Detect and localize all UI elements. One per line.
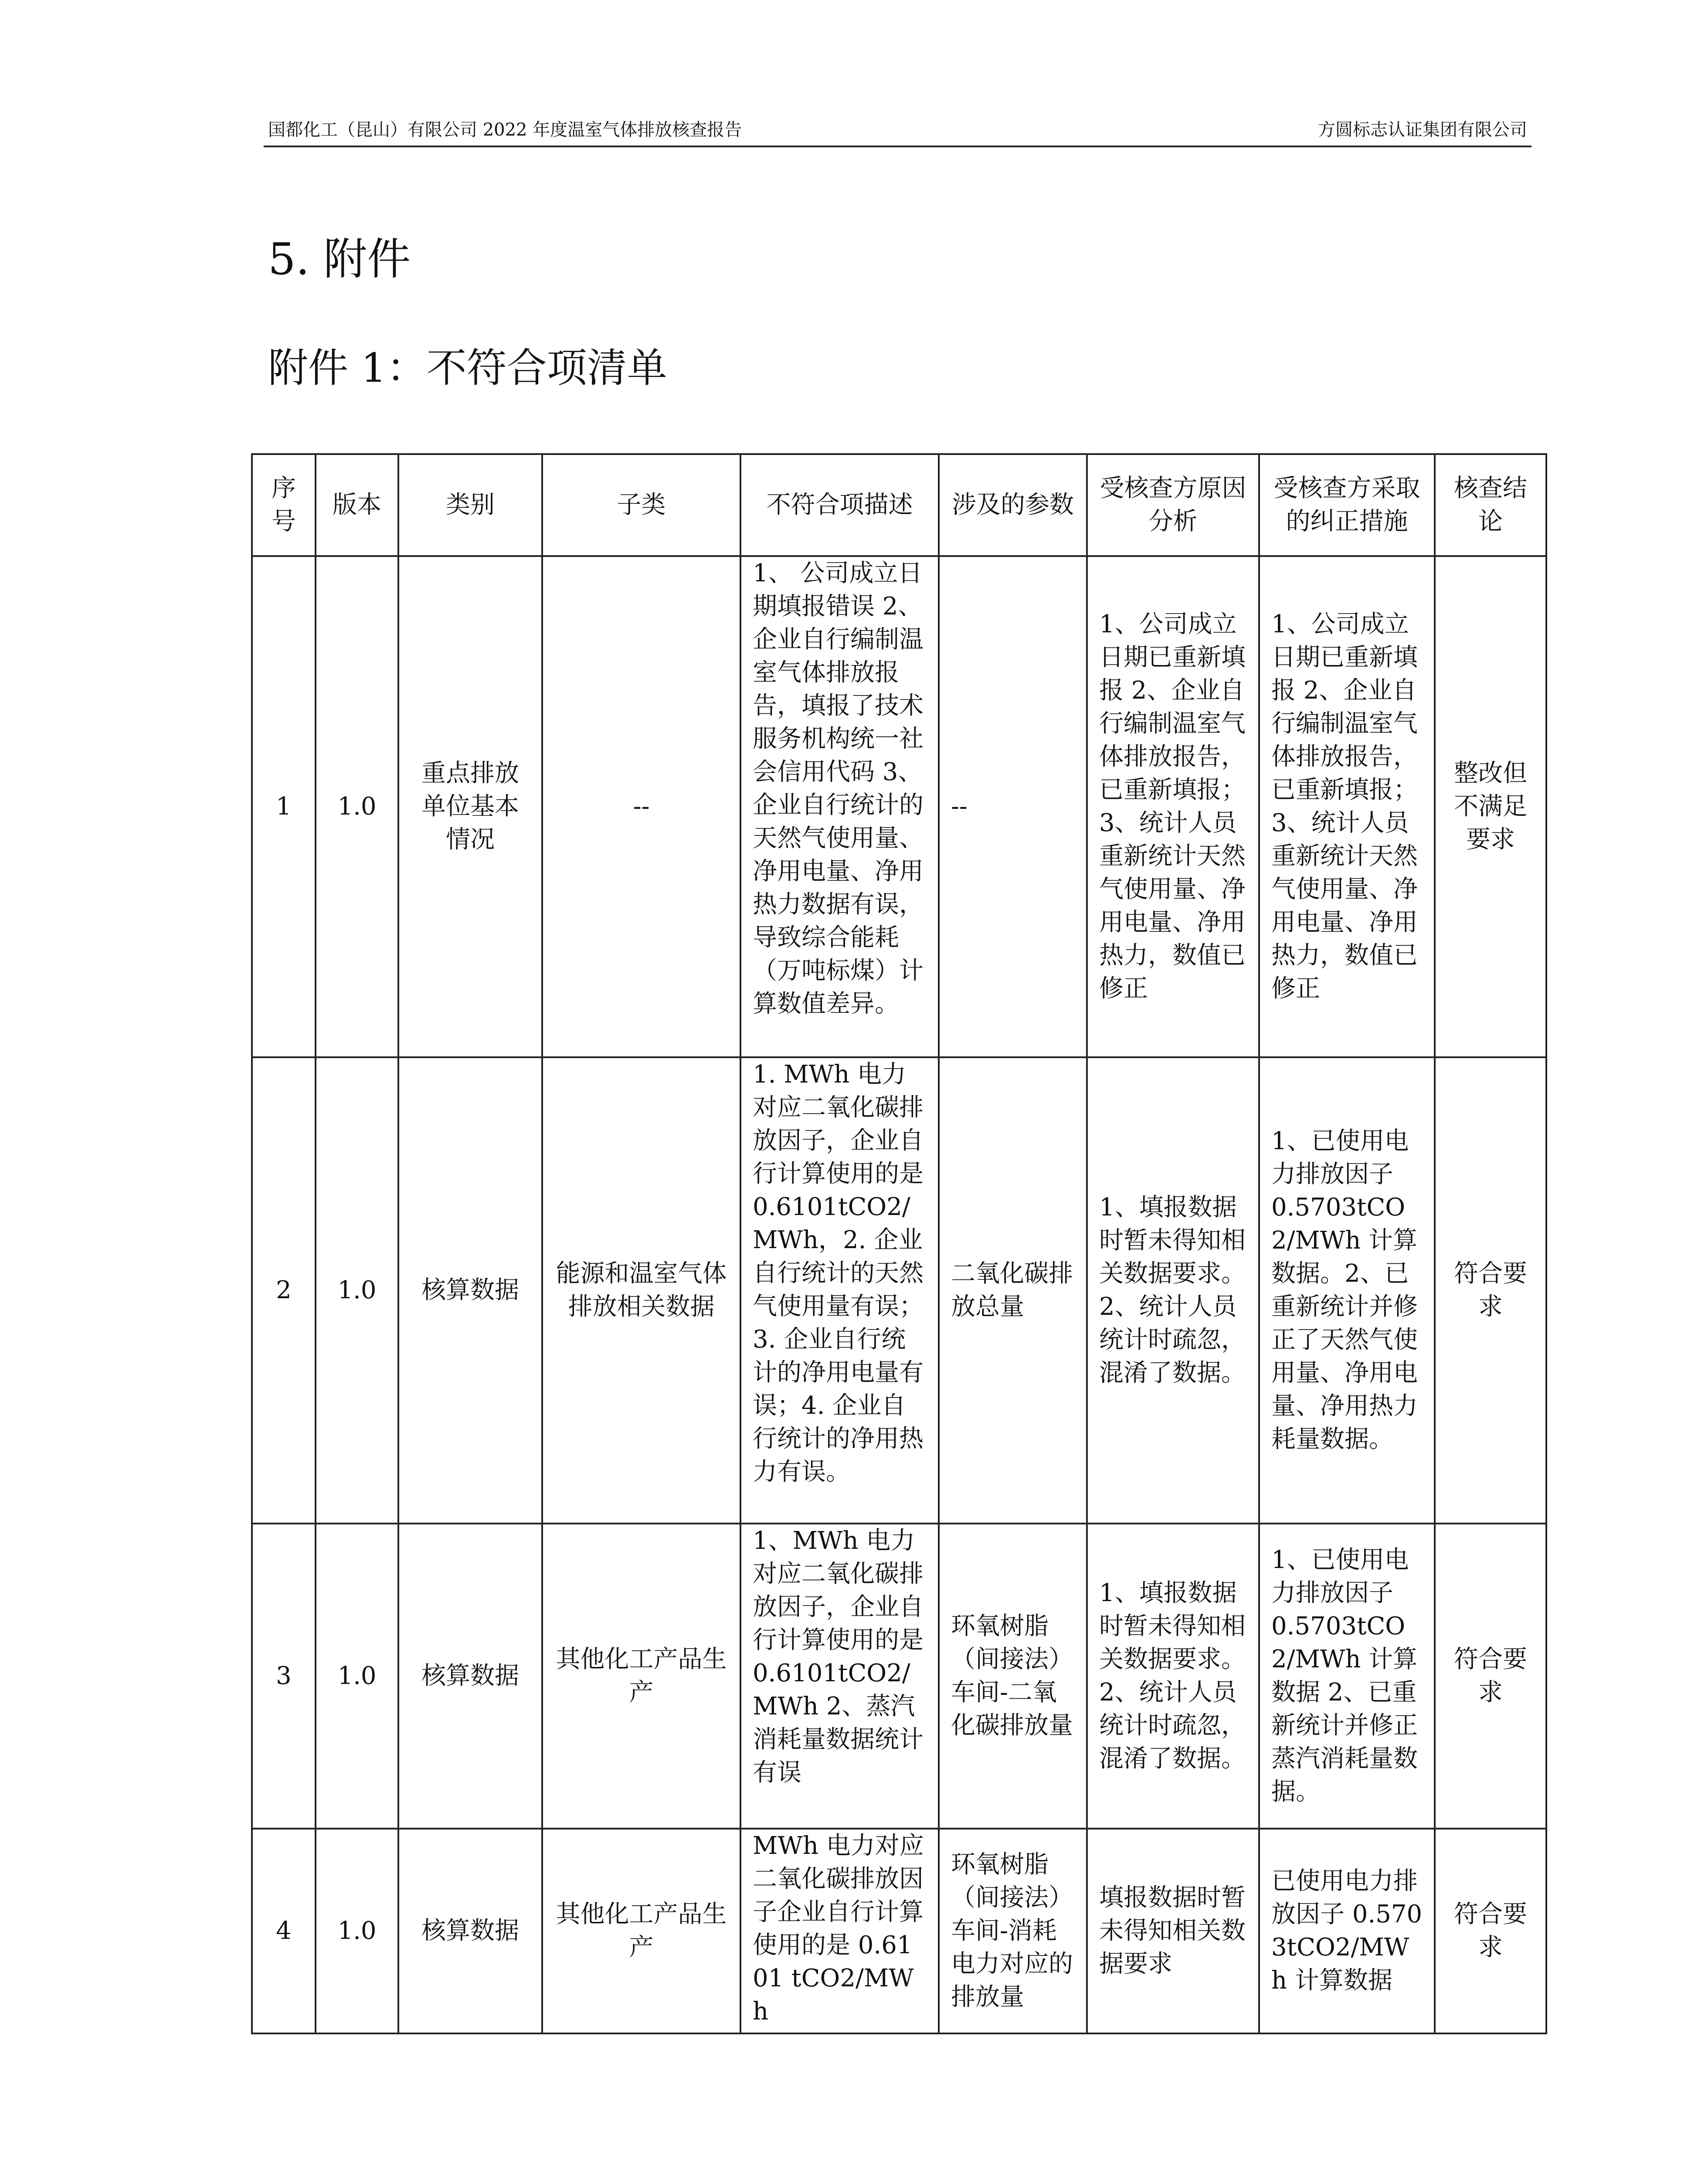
cell-parameter: -- xyxy=(939,556,1087,1057)
table-row xyxy=(252,1524,1546,1829)
column-header-conclusion: 核查结论 xyxy=(1435,454,1546,556)
cell-description: 1. MWh 电力对应二氧化碳排放因子，企业自行计算使用的是 0.6101tCO2/MWh，2. 企业自行统计的天然气使用量有误；3. 企业自行统计的净用电量有误；4. 企业自行统计的净用热力有误。 xyxy=(740,1057,939,1524)
column-header-cause: 受核查方原因分析 xyxy=(1087,454,1259,556)
section-title: 5. 附件 xyxy=(268,234,411,285)
column-header-version: 版本 xyxy=(316,454,398,556)
cell-description: 1、 公司成立日期填报错误 2、 企业自行编制温室气体排放报告，填报了技术服务机构统一社会信用代码 3、 企业自行统计的天然气使用量、净用电量、净用热力数据有误，导致综合能耗（万吨标煤）计算数值差异。 xyxy=(740,556,939,1057)
cell-description: 1、MWh 电力对应二氧化碳排放因子，企业自行计算使用的是 0.6101tCO2/MWh 2、蒸汽消耗量数据统计有误 xyxy=(740,1524,939,1829)
header-report-title: 国都化工（昆山）有限公司 2022 年度温室气体排放核查报告 xyxy=(268,120,742,140)
cell-parameter: 环氧树脂（间接法）车间-二氧化碳排放量 xyxy=(939,1524,1087,1829)
cell-corrective: 1、公司成立日期已重新填报 2、企业自行编制温室气体排放报告，已重新填报；3、统计人员重新统计天然气使用量、净用电量、净用热力，数值已修正 xyxy=(1259,556,1435,1057)
cell-no: 4 xyxy=(252,1829,316,2033)
cell-conclusion: 整改但不满足要求 xyxy=(1435,556,1546,1057)
cell-no: 3 xyxy=(252,1524,316,1829)
cell-conclusion: 符合要求 xyxy=(1435,1524,1546,1829)
cell-parameter: 环氧树脂（间接法）车间-消耗电力对应的排放量 xyxy=(939,1829,1087,2033)
cell-no: 2 xyxy=(252,1057,316,1524)
cell-cause: 1、公司成立日期已重新填报 2、企业自行编制温室气体排放报告，已重新填报；3、统计人员重新统计天然气使用量、净用电量、净用热力，数值已修正 xyxy=(1087,556,1259,1057)
annex-title: 附件 1：不符合项清单 xyxy=(268,345,667,391)
column-header-subcategory: 子类 xyxy=(542,454,740,556)
cell-conclusion: 符合要求 xyxy=(1435,1829,1546,2033)
column-header-corrective: 受核查方采取的纠正措施 xyxy=(1259,454,1435,556)
cell-category: 核算数据 xyxy=(398,1829,542,2033)
cell-category: 核算数据 xyxy=(398,1057,542,1524)
cell-corrective: 1、已使用电力排放因子 0.5703tCO2/MWh 计算数据 2、已重新统计并修正蒸汽消耗量数据。 xyxy=(1259,1524,1435,1829)
cell-corrective: 已使用电力排放因子 0.5703tCO2/MWh 计算数据 xyxy=(1259,1829,1435,2033)
cell-version: 1.0 xyxy=(316,1057,398,1524)
cell-cause: 填报数据时暂未得知相关数据要求 xyxy=(1087,1829,1259,2033)
cell-category: 重点排放单位基本情况 xyxy=(398,556,542,1057)
cell-corrective: 1、已使用电力排放因子 0.5703tCO2/MWh 计算数据。2、已重新统计并修正了天然气使用量、净用电量、净用热力耗量数据。 xyxy=(1259,1057,1435,1524)
page-header xyxy=(264,118,1531,147)
column-header-category: 类别 xyxy=(398,454,542,556)
table-row xyxy=(252,1057,1546,1524)
cell-subcategory: -- xyxy=(542,556,740,1057)
cell-description: MWh 电力对应二氧化碳排放因子企业自行计算使用的是 0.6101 tCO2/MWh xyxy=(740,1829,939,2033)
cell-cause: 1、填报数据时暂未得知相关数据要求。2、统计人员统计时疏忽，混淆了数据。 xyxy=(1087,1057,1259,1524)
table-row xyxy=(252,556,1546,1057)
cell-category: 核算数据 xyxy=(398,1524,542,1829)
table-header-row xyxy=(252,454,1546,556)
table-row xyxy=(252,1829,1546,2033)
cell-version: 1.0 xyxy=(316,556,398,1057)
cell-subcategory: 其他化工产品生产 xyxy=(542,1829,740,2033)
cell-conclusion: 符合要求 xyxy=(1435,1057,1546,1524)
cell-version: 1.0 xyxy=(316,1829,398,2033)
column-header-no: 序号 xyxy=(252,454,316,556)
cell-parameter: 二氧化碳排放总量 xyxy=(939,1057,1087,1524)
nonconformity-table xyxy=(251,453,1547,2034)
column-header-description: 不符合项描述 xyxy=(740,454,939,556)
header-company-name: 方圆标志认证集团有限公司 xyxy=(1318,120,1527,140)
cell-cause: 1、填报数据时暂未得知相关数据要求。2、统计人员统计时疏忽，混淆了数据。 xyxy=(1087,1524,1259,1829)
cell-subcategory: 能源和温室气体排放相关数据 xyxy=(542,1057,740,1524)
column-header-parameter: 涉及的参数 xyxy=(939,454,1087,556)
cell-subcategory: 其他化工产品生产 xyxy=(542,1524,740,1829)
cell-no: 1 xyxy=(252,556,316,1057)
cell-version: 1.0 xyxy=(316,1524,398,1829)
